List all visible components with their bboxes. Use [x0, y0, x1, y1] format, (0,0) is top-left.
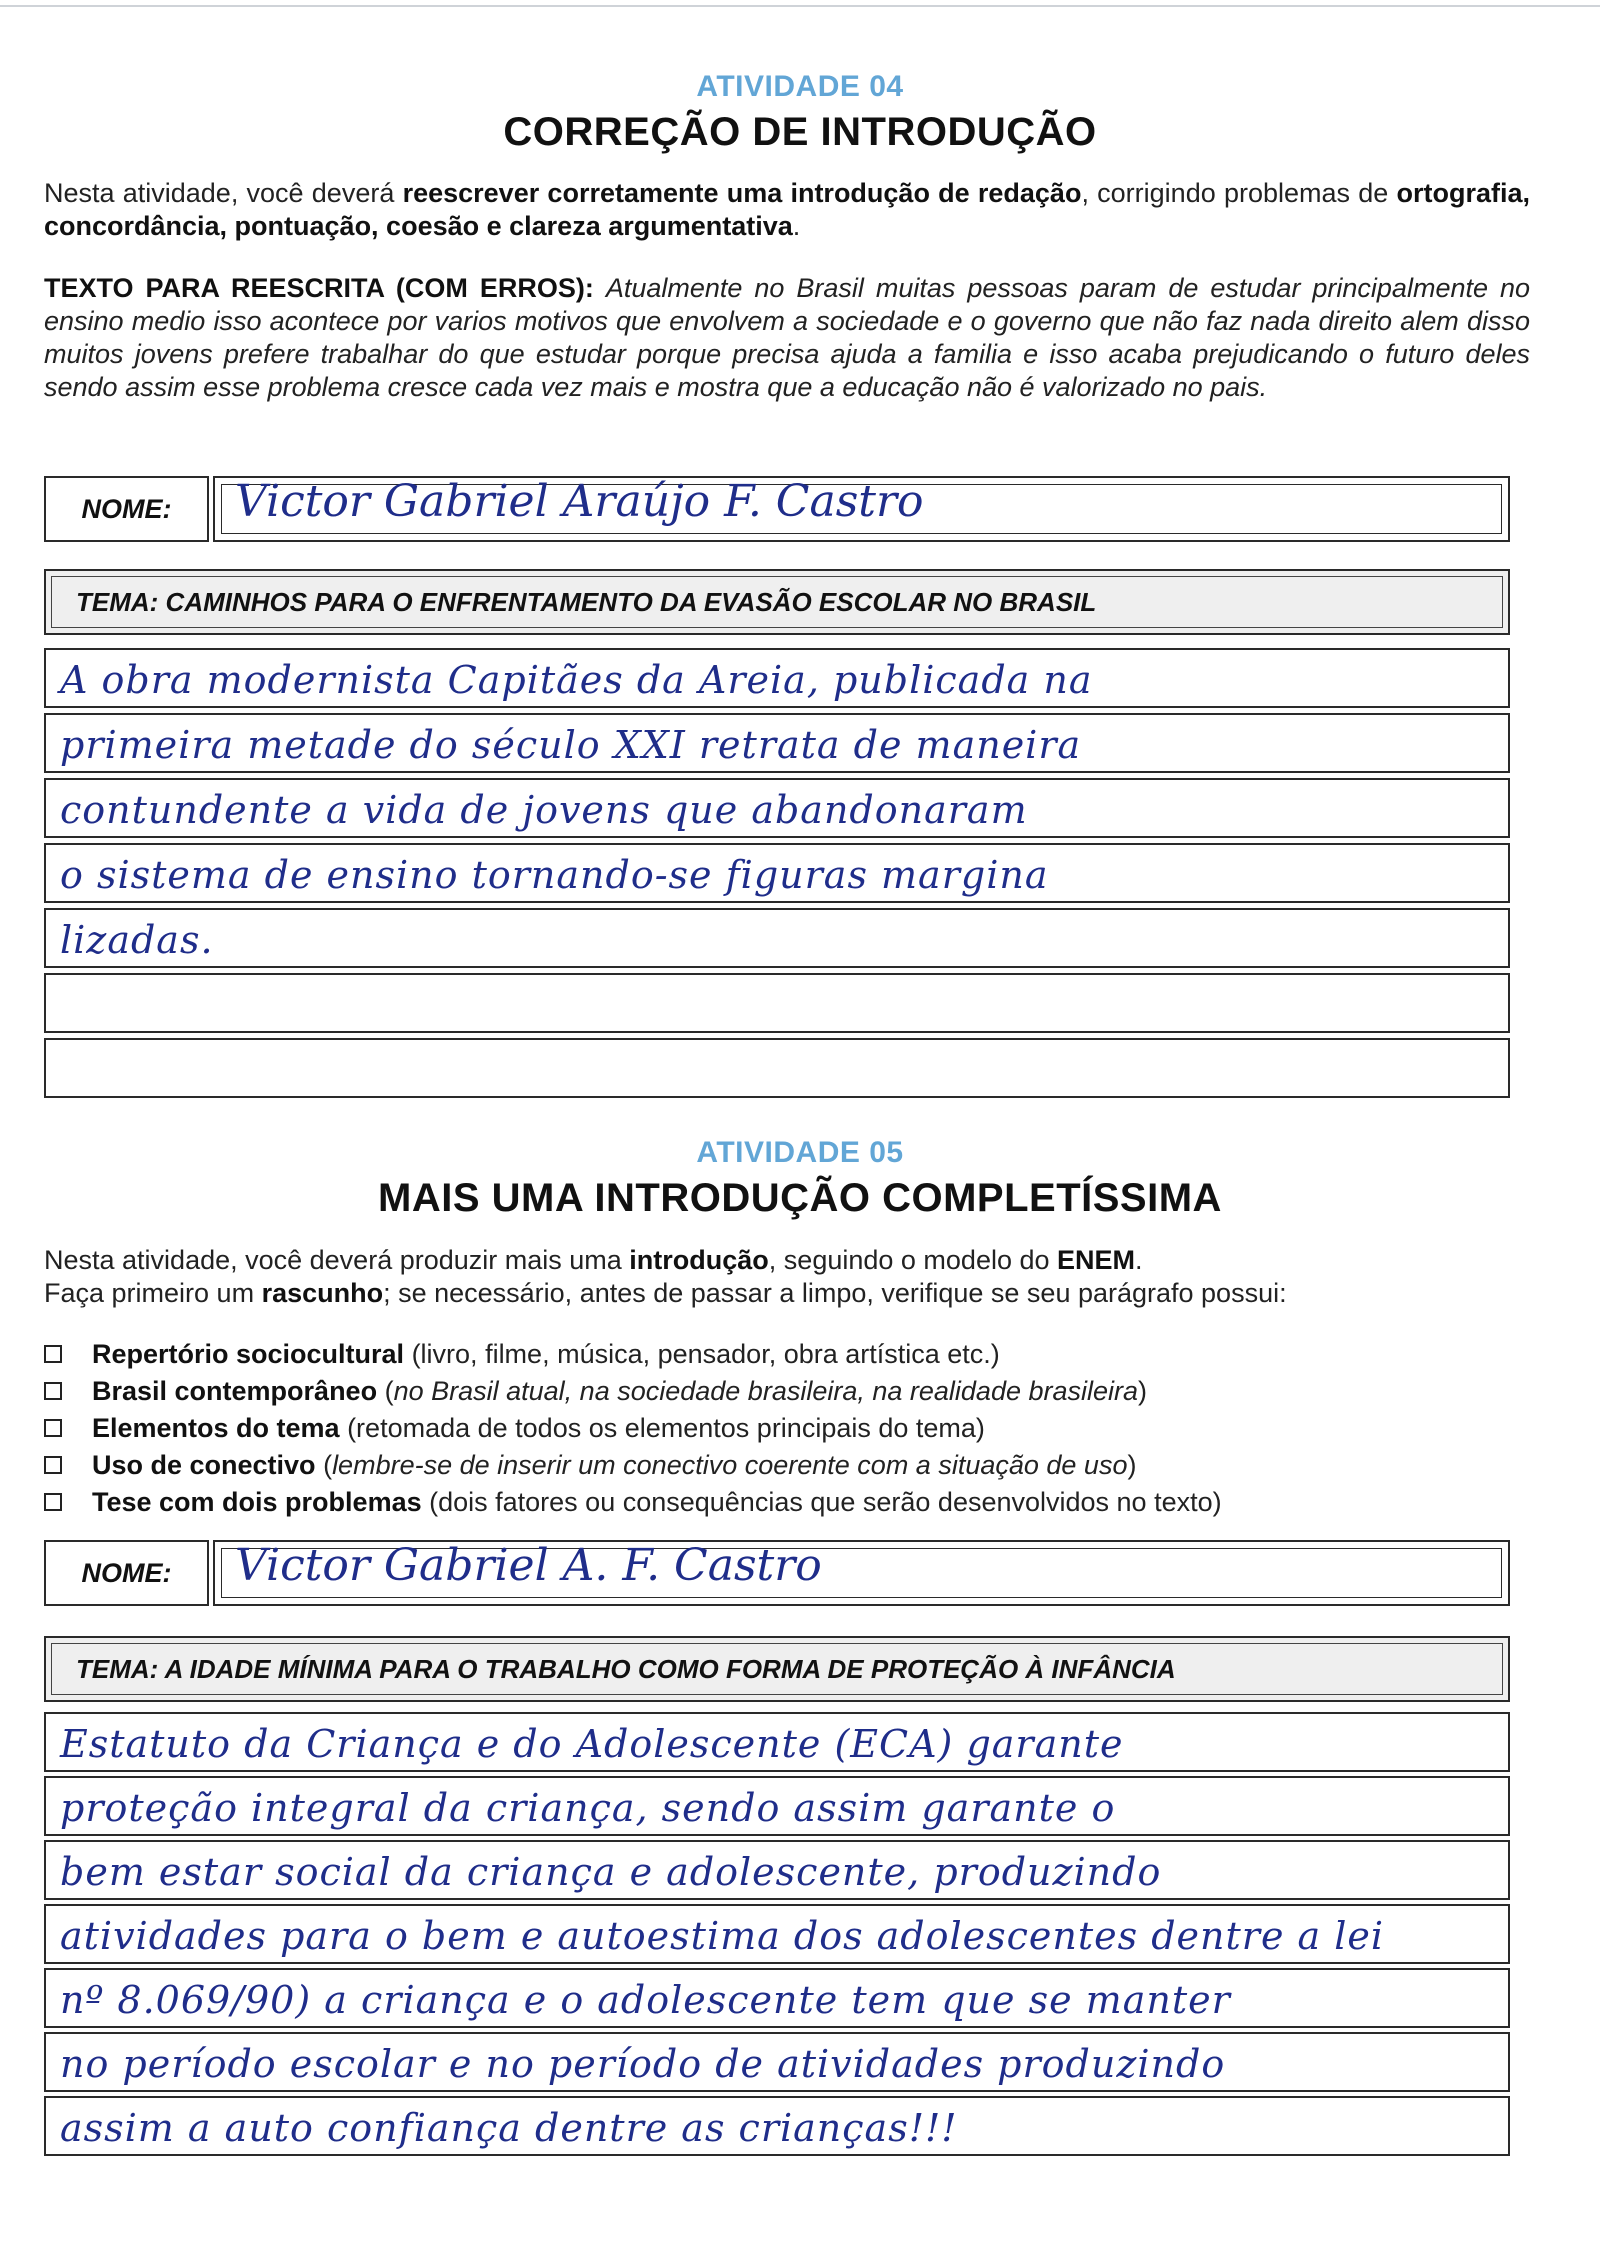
- writing-line[interactable]: [44, 648, 1510, 708]
- activity5-label: ATIVIDADE 05: [696, 1136, 904, 1169]
- activity4-title: CORREÇÃO DE INTRODUÇÃO: [503, 110, 1097, 154]
- writing-line[interactable]: [44, 1968, 1510, 2028]
- activity5-tema-box: [44, 1636, 1510, 1702]
- handwritten-text: proteção integral da criança, sendo assim garante o: [60, 1786, 1116, 1830]
- handwritten-text: contundente a vida de jovens que abandonaram: [60, 788, 1028, 832]
- activity4-instructions: Nesta atividade, você deverá reescrever corretamente uma introdução de redação, corrigindo problemas de ortografia, concordância, pontuação, coesão e clareza argumentativa.: [44, 178, 1530, 241]
- writing-line[interactable]: [44, 908, 1510, 968]
- handwritten-text: nº 8.069/90) a criança e o adolescente tem que se manter: [60, 1978, 1231, 2022]
- checklist-item[interactable]: Repertório sociocultural (livro, filme, música, pensador, obra artística etc.): [44, 1336, 1000, 1372]
- checklist-item[interactable]: Uso de conectivo (lembre-se de inserir um conectivo coerente com a situação de uso): [44, 1447, 1136, 1483]
- checkbox-icon[interactable]: [44, 1382, 62, 1400]
- activity5-name-label: NOME:: [44, 1540, 209, 1606]
- writing-line[interactable]: [44, 2096, 1510, 2156]
- checkbox-icon[interactable]: [44, 1345, 62, 1363]
- writing-line[interactable]: [44, 778, 1510, 838]
- handwritten-text: A obra modernista Capitães da Areia, publicada na: [60, 658, 1093, 702]
- writing-line[interactable]: [44, 973, 1510, 1033]
- activity4-name-label: NOME:: [44, 476, 209, 542]
- handwritten-text: primeira metade do século XXI retrata de maneira: [60, 723, 1082, 767]
- activity4-name-field[interactable]: [213, 476, 1510, 542]
- activity5-name-handwriting: Victor Gabriel A. F. Castro: [235, 1540, 822, 1591]
- activity5-name-field[interactable]: [213, 1540, 1510, 1606]
- writing-line[interactable]: [44, 1038, 1510, 1098]
- activity5-title: MAIS UMA INTRODUÇÃO COMPLETÍSSIMA: [378, 1176, 1222, 1220]
- checklist-item[interactable]: Brasil contemporâneo (no Brasil atual, na sociedade brasileira, na realidade brasileira): [44, 1373, 1147, 1409]
- top-border-line: [0, 5, 1600, 7]
- activity4-name-handwriting: Victor Gabriel Araújo F. Castro: [235, 476, 924, 527]
- handwritten-text: lizadas.: [60, 918, 214, 962]
- activity4-label: ATIVIDADE 04: [696, 70, 904, 103]
- handwritten-text: no período escolar e no período de atividades produzindo: [60, 2042, 1226, 2086]
- writing-line[interactable]: [44, 1904, 1510, 1964]
- writing-line[interactable]: [44, 713, 1510, 773]
- checklist-item[interactable]: Elementos do tema (retomada de todos os elementos principais do tema): [44, 1410, 985, 1446]
- activity4-tema: TEMA: CAMINHOS PARA O ENFRENTAMENTO DA EVASÃO ESCOLAR NO BRASIL: [51, 576, 1503, 628]
- checklist-item[interactable]: Tese com dois problemas (dois fatores ou consequências que serão desenvolvidos no texto): [44, 1484, 1222, 1520]
- handwritten-text: Estatuto da Criança e do Adolescente (ECA) garante: [60, 1722, 1124, 1766]
- writing-line[interactable]: [44, 843, 1510, 903]
- writing-line[interactable]: [44, 1712, 1510, 1772]
- writing-line[interactable]: [44, 2032, 1510, 2092]
- activity5-instructions: Nesta atividade, você deverá produzir mais uma introdução, seguindo o modelo do ENEM. Faça primeiro um rascunho; se necessário, antes de passar a limpo, verifique se seu parágrafo possui:: [44, 1245, 1287, 1308]
- handwritten-text: o sistema de ensino tornando-se figuras margina: [60, 853, 1049, 897]
- checkbox-icon[interactable]: [44, 1456, 62, 1474]
- activity5-tema: TEMA: A IDADE MÍNIMA PARA O TRABALHO COMO FORMA DE PROTEÇÃO À INFÂNCIA: [51, 1643, 1503, 1695]
- writing-line[interactable]: [44, 1840, 1510, 1900]
- handwritten-text: assim a auto confiança dentre as crianças!!!: [60, 2106, 958, 2150]
- checkbox-icon[interactable]: [44, 1493, 62, 1511]
- activity4-text-with-errors: TEXTO PARA REESCRITA (COM ERROS): Atualmente no Brasil muitas pessoas param de estudar principalmente no ensino medio isso acontece por varios motivos que envolvem a sociedade e o governo que não faz nada direito alem disso muitos jovens prefere trabalhar do que estudar porque precisa ajuda a familia e isso acaba prejudicando o futuro deles sendo assim esse problema cresce cada vez mais e mostra que a educação não é valorizado no pais.: [44, 273, 1530, 402]
- writing-line[interactable]: [44, 1776, 1510, 1836]
- checkbox-icon[interactable]: [44, 1419, 62, 1437]
- handwritten-text: atividades para o bem e autoestima dos adolescentes dentre a lei: [60, 1914, 1385, 1958]
- activity4-tema-box: [44, 569, 1510, 635]
- handwritten-text: bem estar social da criança e adolescente, produzindo: [60, 1850, 1162, 1894]
